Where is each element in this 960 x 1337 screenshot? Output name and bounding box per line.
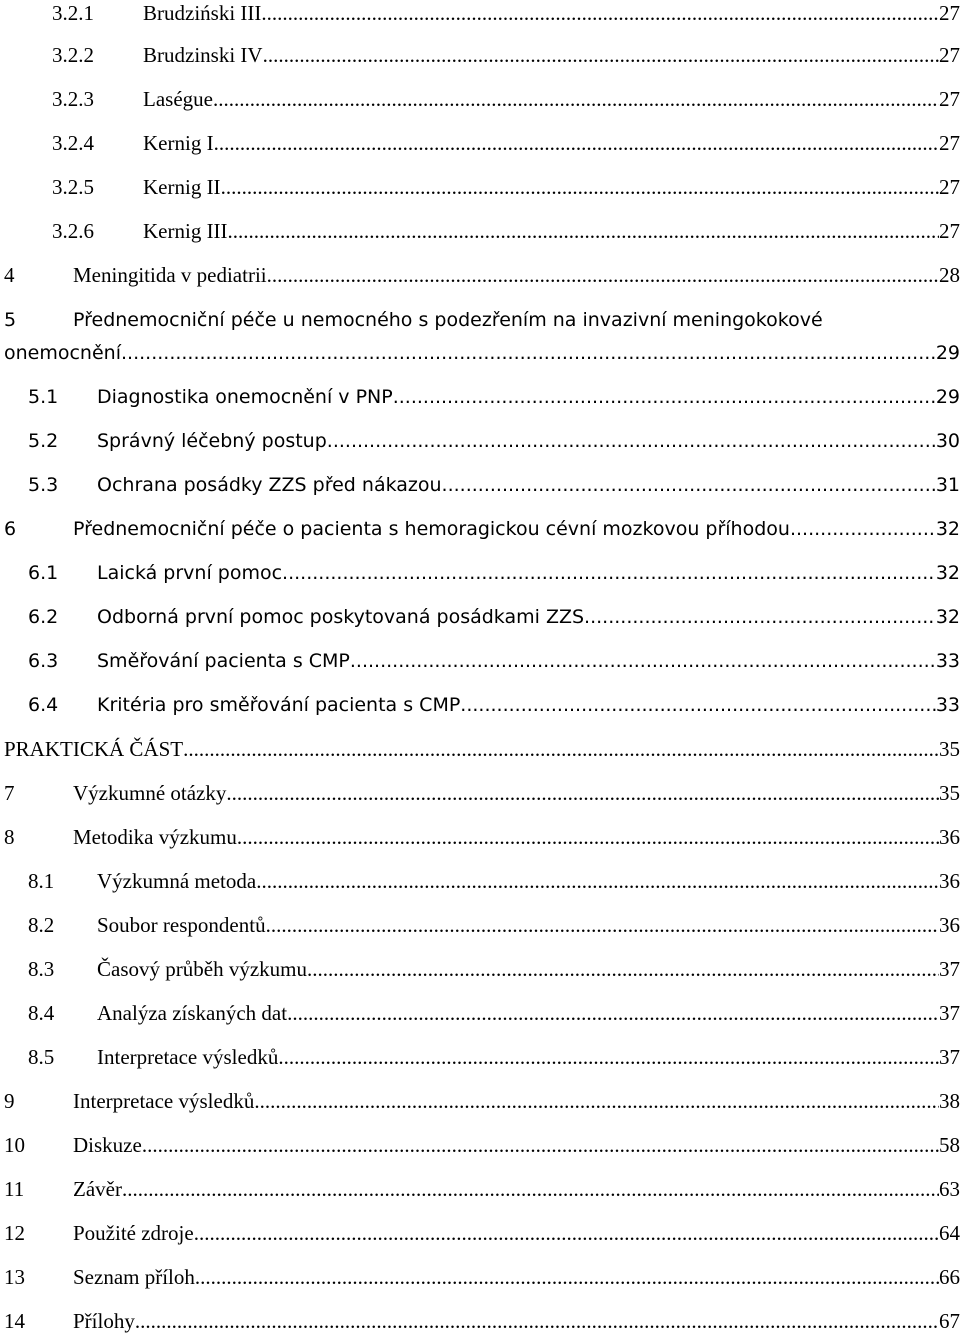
toc-title: Výzkumná metoda <box>97 869 257 893</box>
toc-title: Laická první pomoc <box>97 562 283 584</box>
toc-title: Kernig I <box>143 131 214 155</box>
dot-leader <box>307 954 939 984</box>
toc-number: 3.2.2 <box>52 43 94 67</box>
toc-title: Přílohy <box>73 1309 135 1333</box>
toc-page-number: 66 <box>939 1265 960 1289</box>
toc-number: 7 <box>4 781 15 805</box>
dot-leader <box>226 778 939 808</box>
toc-page-number: 67 <box>939 1309 960 1333</box>
toc-entry-11[interactable] <box>0 1174 960 1204</box>
toc-number: 3.2.1 <box>52 1 94 25</box>
dot-leader <box>194 1218 939 1248</box>
toc-entry-8-2[interactable] <box>0 910 960 940</box>
toc-page-number: 35 <box>939 781 960 805</box>
toc-entry-8-4[interactable] <box>0 998 960 1028</box>
toc-number: 3.2.4 <box>52 131 94 155</box>
toc-page-number: 37 <box>939 957 960 981</box>
dot-leader <box>237 822 939 852</box>
toc-title: Kritéria pro směřování pacienta s CMP <box>97 694 461 716</box>
dot-leader <box>460 690 936 720</box>
dot-leader <box>350 646 936 676</box>
dot-leader <box>121 338 936 368</box>
toc-page-number: 58 <box>939 1133 960 1157</box>
toc-entry-8[interactable] <box>0 822 960 852</box>
toc-title: Brudzinski IV <box>143 43 263 67</box>
toc-page-number: 32 <box>935 606 960 628</box>
dot-leader <box>228 216 939 246</box>
toc-number: 4 <box>4 263 15 287</box>
toc-entry-7[interactable] <box>0 778 960 808</box>
toc-title: Přednemocniční péče u nemocného s podezřením na invazivní meningokokové <box>73 309 823 331</box>
toc-entry-6[interactable] <box>0 514 960 544</box>
dot-leader <box>122 1174 939 1204</box>
toc-number: 5.2 <box>28 430 59 452</box>
toc-page-number: 36 <box>939 913 960 937</box>
dot-leader <box>256 866 939 896</box>
toc-title-continued: onemocnění <box>4 342 121 364</box>
toc-number: 3.2.6 <box>52 219 94 243</box>
toc-title: Interpretace výsledků <box>73 1089 255 1113</box>
toc-title: Analýza získaných dat <box>97 1001 288 1025</box>
toc-entry-3-2-1[interactable] <box>0 0 960 28</box>
dot-leader <box>142 1130 939 1160</box>
toc-number: 10 <box>4 1133 25 1157</box>
toc-title: Odborná první pomoc poskytovaná posádkami ZZS <box>97 606 585 628</box>
toc-number: 13 <box>4 1265 25 1289</box>
dot-leader <box>393 382 936 412</box>
toc-page-number: 30 <box>935 430 960 452</box>
toc-number: 12 <box>4 1221 25 1245</box>
toc-title: Kernig II <box>143 175 221 199</box>
toc-page-number: 29 <box>935 342 960 364</box>
toc-number: 6.4 <box>28 694 59 716</box>
toc-entry-practical-part[interactable] <box>0 734 960 764</box>
toc-number: 8.2 <box>28 913 55 937</box>
toc-page-number: 32 <box>935 562 960 584</box>
toc-entry-3-2-2[interactable] <box>0 40 960 70</box>
dot-leader <box>254 1086 939 1116</box>
toc-entry-5[interactable] <box>0 305 960 335</box>
toc-page-number: 32 <box>935 518 960 540</box>
toc-number: 6 <box>4 518 17 540</box>
toc-number: 11 <box>4 1177 25 1201</box>
toc-page-number: 27 <box>939 131 960 155</box>
toc-entry-6-4[interactable] <box>0 690 960 720</box>
dot-leader <box>267 260 939 290</box>
dot-leader <box>584 602 936 632</box>
toc-number: 6.1 <box>28 562 59 584</box>
toc-number: 9 <box>4 1089 15 1113</box>
toc-number: 5.1 <box>28 386 59 408</box>
toc-number: 5.3 <box>28 474 59 496</box>
toc-title: Závěr <box>73 1177 122 1201</box>
toc-number: 8.5 <box>28 1045 55 1069</box>
toc-page-number: 33 <box>935 650 960 672</box>
toc-entry-6-2[interactable] <box>0 602 960 632</box>
toc-entry-8-3[interactable] <box>0 954 960 984</box>
toc-entry-13[interactable] <box>0 1262 960 1292</box>
toc-entry-5-continued[interactable] <box>0 338 960 368</box>
toc-title: Časový průběh výzkumu <box>97 957 307 981</box>
toc-page-number: 27 <box>939 87 960 111</box>
toc-entry-8-5[interactable] <box>0 1042 960 1072</box>
toc-title: Ochrana posádky ZZS před nákazou <box>97 474 442 496</box>
toc-entry-6-3[interactable] <box>0 646 960 676</box>
dot-leader <box>263 40 939 70</box>
toc-page-number: 37 <box>939 1045 960 1069</box>
toc-page-number: 36 <box>939 825 960 849</box>
toc-number: 8.1 <box>28 869 55 893</box>
toc-entry-5-3[interactable] <box>0 470 960 500</box>
toc-number: 6.2 <box>28 606 59 628</box>
toc-title: Laségue <box>143 87 213 111</box>
toc-title: Diskuze <box>73 1133 142 1157</box>
dot-leader <box>278 1042 939 1072</box>
toc-entry-3-2-3[interactable] <box>0 84 960 114</box>
dot-leader <box>261 0 939 28</box>
toc-title: Seznam příloh <box>73 1265 195 1289</box>
toc-page-number: 27 <box>939 175 960 199</box>
dot-leader <box>327 426 936 456</box>
toc-entry-5-1[interactable] <box>0 382 960 412</box>
toc-title: Výzkumné otázky <box>73 781 227 805</box>
dot-leader <box>287 998 939 1028</box>
toc-page-number: 63 <box>939 1177 960 1201</box>
toc-number: 14 <box>4 1309 25 1333</box>
toc-page-number: 33 <box>935 694 960 716</box>
toc-title: Brudziński III <box>143 1 262 25</box>
toc-number: 3.2.5 <box>52 175 94 199</box>
toc-title: Soubor respondentů <box>97 913 266 937</box>
dot-leader <box>221 172 939 202</box>
toc-page-number: 64 <box>939 1221 960 1245</box>
toc-number: 5 <box>4 309 17 331</box>
dot-leader <box>183 734 939 764</box>
toc-page-number: 36 <box>939 869 960 893</box>
toc-title: Správný léčebný postup <box>97 430 327 452</box>
toc-entry-6-1[interactable] <box>0 558 960 588</box>
toc-page-number: 27 <box>939 219 960 243</box>
dot-leader <box>214 128 939 158</box>
toc-page-number: 27 <box>939 1 960 25</box>
toc-entry-4[interactable] <box>0 260 960 290</box>
toc-entry-8-1[interactable] <box>0 866 960 896</box>
toc-title: Metodika výzkumu <box>73 825 237 849</box>
toc-page-number: 35 <box>939 737 960 761</box>
toc-number: 8.4 <box>28 1001 55 1025</box>
toc-title: PRAKTICKÁ ČÁST <box>4 737 184 761</box>
toc-title: Použité zdroje <box>73 1221 194 1245</box>
toc-title: Interpretace výsledků <box>97 1045 279 1069</box>
dot-leader <box>790 514 936 544</box>
dot-leader <box>266 910 939 940</box>
toc-title: Meningitida v pediatrii <box>73 263 267 287</box>
toc-title: Kernig III <box>143 219 228 243</box>
toc-entry-10[interactable] <box>0 1130 960 1160</box>
toc-title: Směřování pacienta s CMP <box>97 650 350 672</box>
toc-number: 6.3 <box>28 650 59 672</box>
toc-entry-5-2[interactable] <box>0 426 960 456</box>
dot-leader <box>195 1262 939 1292</box>
toc-number: 8 <box>4 825 15 849</box>
toc-entry-9[interactable] <box>0 1086 960 1116</box>
dot-leader <box>213 84 939 114</box>
toc-page-number: 37 <box>939 1001 960 1025</box>
toc-number: 3.2.3 <box>52 87 94 111</box>
toc-page-number: 29 <box>935 386 960 408</box>
dot-leader <box>282 558 936 588</box>
toc-entry-14[interactable] <box>0 1306 960 1336</box>
toc-page-number: 27 <box>939 43 960 67</box>
toc-page-number: 38 <box>939 1089 960 1113</box>
dot-leader <box>135 1306 939 1336</box>
toc-page-number: 31 <box>935 474 960 496</box>
toc-page-number: 28 <box>939 263 960 287</box>
toc-entry-3-2-5[interactable] <box>0 172 960 202</box>
toc-title: Diagnostika onemocnění v PNP <box>97 386 393 408</box>
toc-title: Přednemocniční péče o pacienta s hemoragickou cévní mozkovou příhodou <box>73 518 790 540</box>
toc-number: 8.3 <box>28 957 55 981</box>
toc-entry-12[interactable] <box>0 1218 960 1248</box>
toc-entry-3-2-4[interactable] <box>0 128 960 158</box>
toc-entry-3-2-6[interactable] <box>0 216 960 246</box>
dot-leader <box>442 470 936 500</box>
